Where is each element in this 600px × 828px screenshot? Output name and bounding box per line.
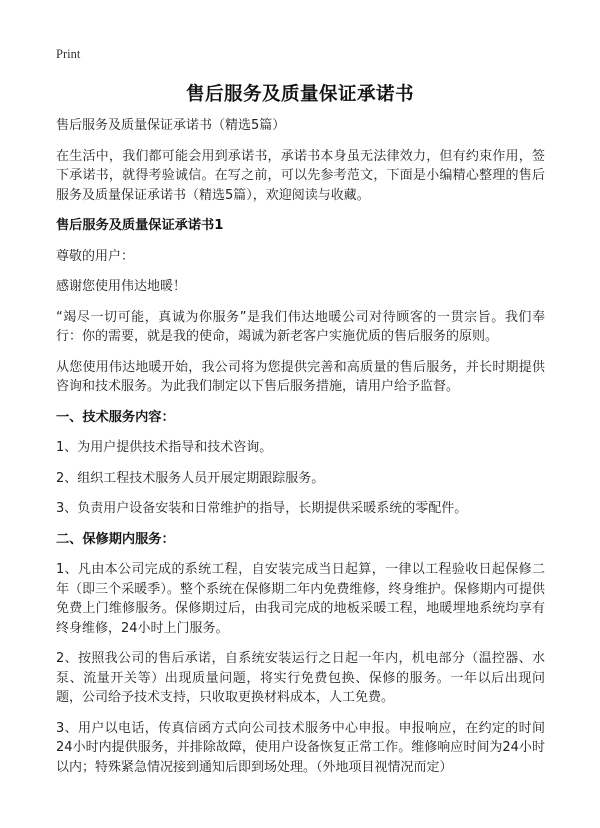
document-subtitle: 售后服务及质量保证承诺书（精选5篇） <box>56 118 286 133</box>
warranty-item: 2、按照我公司的售后承诺，自系统安装运行之日起一年内，机电部分（温控器、水泵、流量开关等）出现质量问题，将实行免费包换、保修的服务。一年以后出现问题，公司给予技术支持，只收取更换材料成本，人工免费。 <box>56 651 545 705</box>
salutation: 尊敬的用户： <box>56 248 135 264</box>
warranty-item: 3、用户以电话，传真信函方式向公司技术服务中心申报。申报响应，在约定的时间24小时内提供服务，并排除故障，使用户设备恢复正常工作。维修响应时间为24小时以内；特殊紧急情况接到通知后即到场处理。（外地项目视情况而定） <box>56 720 545 775</box>
purpose-paragraph: “竭尽一切可能，真诚为你服务”是我们伟达地暖公司对待顾客的一贯宗旨。我们奉行：你的需要，就是我的使命，竭诚为新老客户实施优质的售后服务的原则。 <box>56 309 545 344</box>
page-title: 售后服务及质量保证承诺书 <box>185 84 414 105</box>
intro-paragraph: 在生活中，我们都可能会用到承诺书，承诺书本身虽无法律效力，但有约束作用，签下承诺书，就得考验诚信。在写之前，可以先参考范文，下面是小编精心整理的售后服务及质量保证承诺书（精选5篇），欢迎阅读与收藏。 <box>56 148 545 203</box>
print-link[interactable]: Print <box>56 47 81 61</box>
thanks-line: 感谢您使用伟达地暖！ <box>56 279 187 294</box>
section-heading-1: 售后服务及质量保证承诺书1 <box>56 218 224 233</box>
warranty-item: 1、凡由本公司完成的系统工程，自安装完成当日起算，一律以工程验收日起保修二年（即三个采暖季）。整个系统在保修期二年内免费维修，终身维护。保修期内可提供免费上门维修服务。保修期过后，由我司完成的地板采暖工程，地暖埋地系统均享有终身维修，24小时上门服务。 <box>56 562 545 636</box>
tech-item: 3、负责用户设备安装和日常维护的指导，长期提供采暖系统的零配件。 <box>56 501 468 516</box>
document-body <box>56 116 545 788</box>
commitment-paragraph: 从您使用伟达地暖开始，我公司将为您提供完善和高质量的售后服务，并长时期提供咨询和技术服务。为此我们制定以下售后服务措施，请用户给予监督。 <box>56 359 545 394</box>
warranty-service-heading: 二、保修期内服务： <box>56 531 175 547</box>
tech-item: 1、为用户提供技术指导和技术咨询。 <box>56 440 273 455</box>
tech-item: 2、组织工程技术服务人员开展定期跟踪服务。 <box>56 470 325 486</box>
tech-service-heading: 一、技术服务内容： <box>56 409 175 425</box>
